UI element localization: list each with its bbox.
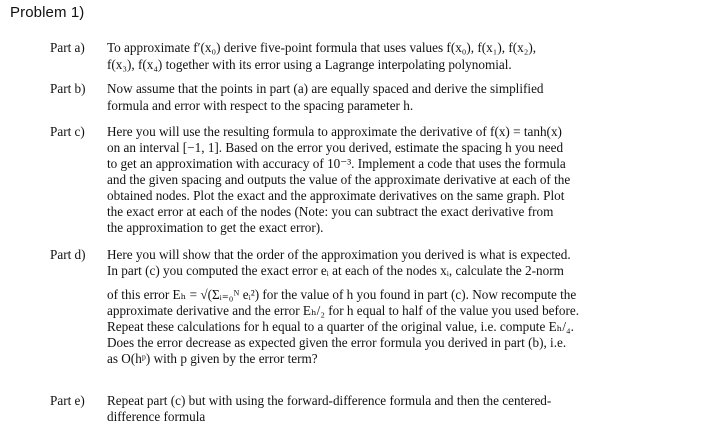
part-d-line-2: In part (c) you computed the exact error eᵢ at each of the nodes xᵢ, calculate the 2-norm	[107, 263, 564, 278]
part-c-line-2: on an interval [−1, 1]. Based on the error you derived, estimate the spacing h you need	[107, 140, 564, 155]
part-d-line-5: Repeat these calculations for h equal to a quarter of the original value, i.e. compute Eₕ/₄.	[107, 319, 574, 334]
part-c-line-1: Here you will use the resulting formula to approximate the derivative of f(x) = tanh(x)	[107, 124, 562, 139]
part-c-line-7: the approximation to get the exact error).	[107, 220, 324, 235]
part-c-line-6: the exact error at each of the nodes (Note: you can subtract the exact derivative from	[107, 204, 554, 219]
part-c-line-4: and the given spacing and outputs the value of the approximate derivative at each of the	[107, 172, 571, 187]
part-a-line-1: To approximate f′(x₀) derive five-point formula that uses values f(x₀), f(x₁), f(x₂),	[107, 40, 537, 55]
part-c-label: Part c)	[50, 124, 85, 139]
part-c-line-5: obtained nodes. Plot the exact and the approximate derivatives on the same graph. Plot	[107, 188, 565, 203]
part-e-line-2: difference formula	[107, 409, 206, 424]
part-d-line-7: as O(hᵖ) with p given by the error term?	[107, 351, 318, 366]
part-e-line-1: Repeat part (c) but with using the forward-difference formula and then the centered-	[107, 393, 552, 408]
part-a-label: Part a)	[50, 40, 85, 55]
part-b-label: Part b)	[50, 81, 86, 96]
part-d-label: Part d)	[50, 247, 86, 262]
part-c-line-3: to get an approximation with accuracy of 10⁻³. Implement a code that uses the formula	[107, 156, 566, 171]
part-b-line-1: Now assume that the points in part (a) are equally spaced and derive the simplified	[107, 81, 544, 96]
part-d-line-4: approximate derivative and the error Eₕ/₂ for h equal to half of the value you used before.	[107, 303, 580, 318]
part-e-label: Part e)	[50, 393, 85, 408]
part-b-line-2: formula and error with respect to the spacing parameter h.	[107, 98, 414, 113]
part-d-line-3: of this error Eₕ = √(Σᵢ₌₀ᴺ eᵢ²) for the value of h you found in part (c). Now recompute the	[107, 287, 577, 302]
part-d-line-1: Here you will show that the order of the approximation you derived is what is expected.	[107, 247, 571, 262]
problem-title: Problem 1)	[10, 4, 85, 21]
part-a-line-2: f(x₃), f(x₄) together with its error using a Lagrange interpolating polynomial.	[107, 57, 512, 72]
part-d-line-6: Does the error decrease as expected given the error formula you derived in part (b), i.e.	[107, 335, 567, 350]
